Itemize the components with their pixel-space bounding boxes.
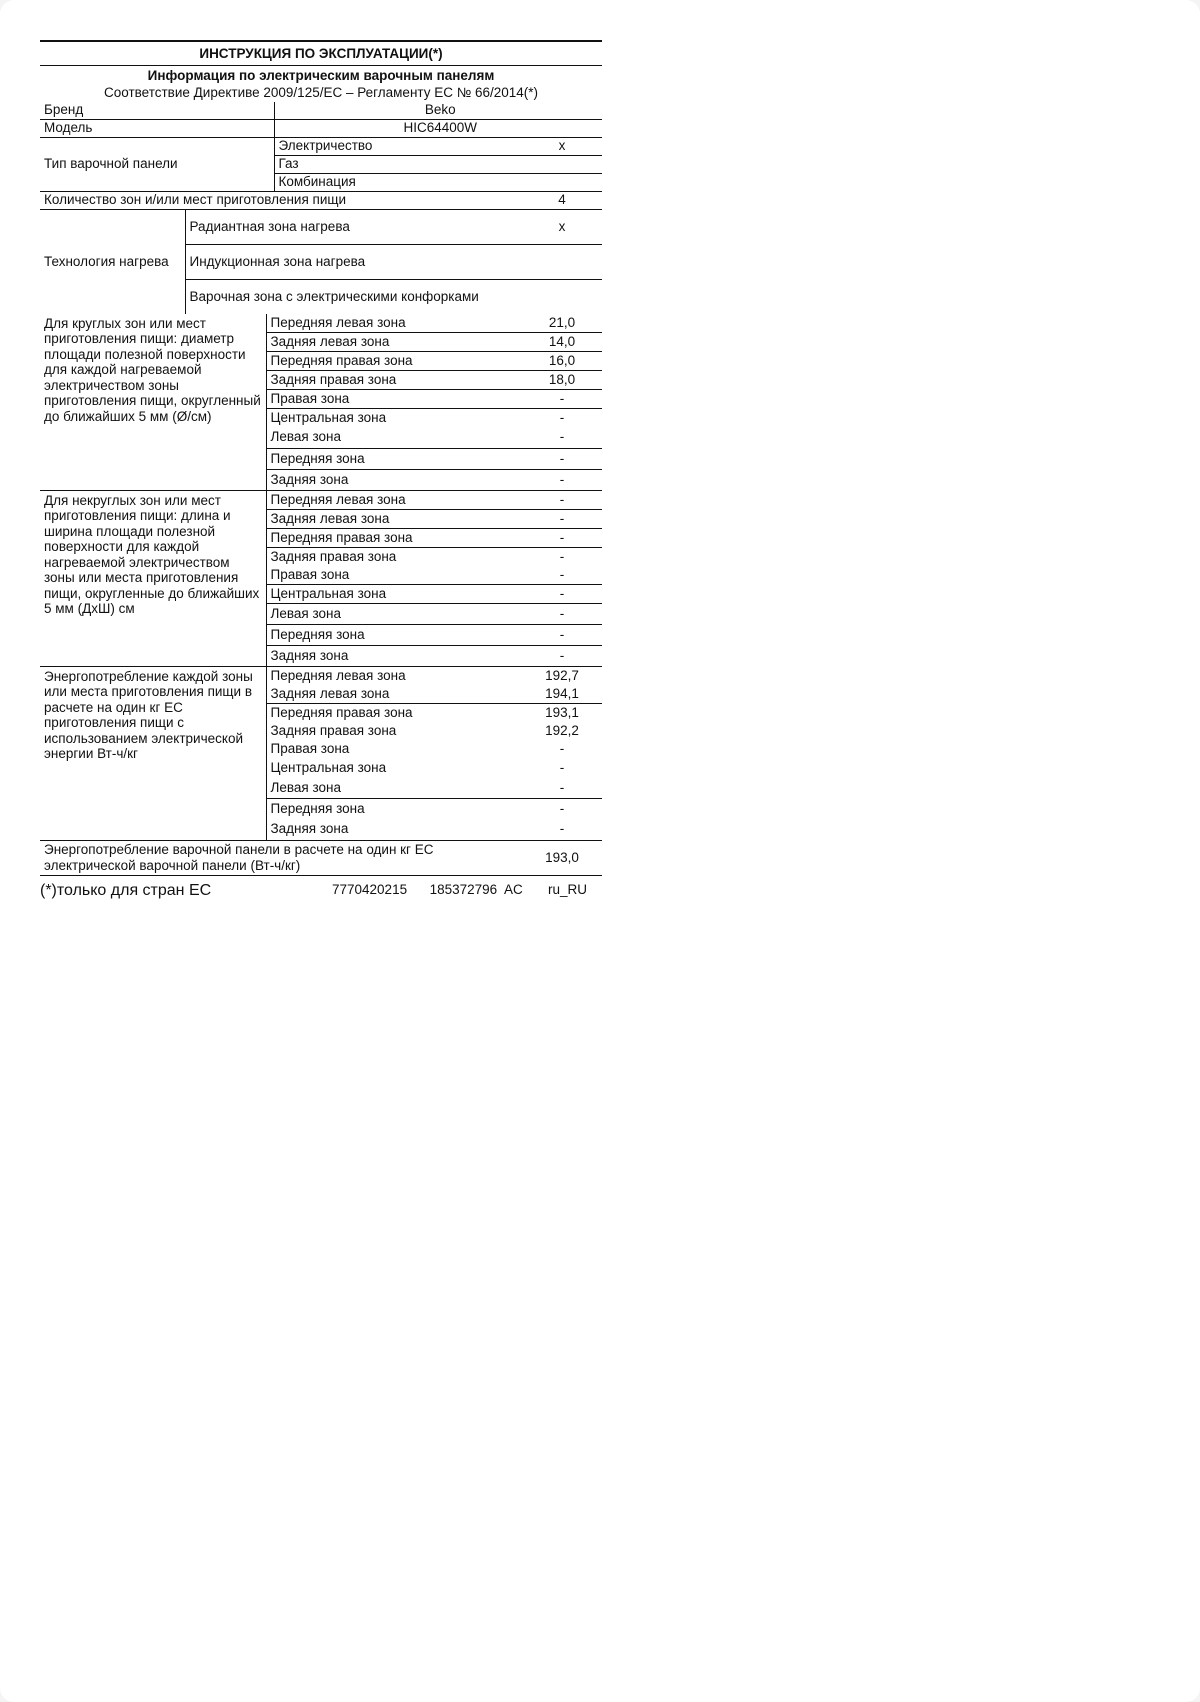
round-zones-label: Для круглых зон или мест приготовления пищи: диаметр площади полезной поверхности для каждой нагреваемой электричеством зоны приготовления пищи, округленный до ближайших 5 мм (Ø/см) [40, 314, 266, 491]
doc-code-3: AC [503, 881, 523, 897]
zone-name: Передняя левая зона [266, 314, 518, 333]
zone-name: Правая зона [266, 566, 518, 585]
energy-zones-label: Энергопотребление каждой зоны или места приготовления пищи в расчете на один кг ЕС приготовления пищи с использованием электрической энергии Вт-ч/кг [40, 667, 266, 841]
heating-mark [518, 244, 602, 279]
zone-name: Передняя правая зона [266, 351, 518, 370]
total-energy-label: Энергопотребление варочной панели в расчете на один кг ЕС электрической варочной панели (Вт-ч/кг) [44, 842, 434, 873]
zone-value: - [518, 491, 602, 510]
zone-name: Левая зона [266, 603, 518, 624]
zone-name: Задняя левая зона [266, 685, 518, 704]
doc-code-1: 7770420215 [332, 881, 408, 897]
zone-value: - [518, 509, 602, 528]
zone-value: - [559, 409, 565, 425]
zone-name: Задняя зона [266, 819, 518, 841]
zone-name: Задняя правая зона [266, 547, 518, 566]
hob-type-label: Тип варочной панели [40, 137, 274, 191]
heating-row [40, 210, 602, 245]
heating-mark: x [518, 210, 602, 245]
model-label: Модель [44, 120, 93, 136]
zone-name: Центральная зона [266, 408, 518, 427]
zone-value: 14,0 [518, 332, 602, 351]
zone-name: Задняя зона [266, 645, 518, 666]
total-energy-row [40, 841, 602, 876]
heating-option: Индукционная зона нагрева [185, 244, 518, 279]
document-codes [332, 882, 523, 898]
zone-value: 193,1 [545, 704, 579, 720]
zone-name: Левая зона [266, 427, 518, 449]
total-energy-value: 193,0 [545, 849, 579, 865]
zone-value: - [518, 528, 602, 547]
zone-value: - [559, 548, 565, 564]
zones-count-label: Количество зон и/или мест приготовления пищи [44, 192, 347, 208]
round-zones-table [40, 314, 602, 491]
zone-value: - [518, 566, 602, 585]
zone-value: - [518, 469, 602, 490]
zone-name: Задняя левая зона [266, 332, 518, 351]
doc-code-2: 185372796 [429, 881, 498, 897]
zone-value: 16,0 [518, 351, 602, 370]
locale-code: ru_RU [548, 881, 588, 897]
zone-value: - [559, 800, 565, 816]
zone-value: 21,0 [518, 314, 602, 333]
brand-row [40, 102, 602, 120]
nonround-zones-label: Для некруглых зон или мест приготовления пищи: длина и ширина площади полезной поверхности для каждой нагреваемой электричеством зоны или места приготовления пищи, округленные до ближайших 5 мм (ДхШ) см [40, 491, 266, 667]
zone-name: Задняя правая зона [266, 722, 518, 740]
zone-name: Центральная зона [266, 584, 518, 603]
doc-title: ИНСТРУКЦИЯ ПО ЭКСПЛУАТАЦИИ(*) [40, 40, 602, 66]
total-energy-table [40, 841, 602, 876]
zone-name: Центральная зона [266, 758, 518, 778]
hob-type-option: Комбинация [274, 173, 518, 191]
zone-value: - [518, 448, 602, 469]
zone-value: - [518, 624, 602, 645]
hob-type-option: Газ [274, 155, 518, 173]
zone-value: - [559, 759, 565, 775]
heating-option: Радиантная зона нагрева [185, 210, 518, 245]
zone-name: Передняя левая зона [266, 491, 518, 510]
heating-option: Варочная зона с электрическими конфорками [185, 279, 518, 314]
zone-value: 192,2 [545, 722, 579, 738]
hob-type-mark: x [518, 137, 602, 155]
zone-value: - [518, 584, 602, 603]
brand-label: Бренд [44, 102, 84, 118]
zone-name: Передняя зона [266, 798, 518, 819]
doc-subtitle: Информация по электрическим варочным панелям [147, 67, 495, 83]
general-table [40, 102, 602, 210]
zone-value: - [518, 389, 602, 408]
zone-value: 18,0 [518, 370, 602, 389]
heating-mark [518, 279, 602, 314]
zone-name: Правая зона [266, 389, 518, 408]
zone-name: Задняя правая зона [266, 370, 518, 389]
model-value: HIC64400W [274, 119, 602, 137]
zone-value: - [518, 427, 602, 449]
hob-type-mark [518, 173, 602, 191]
zone-value: 194,1 [518, 685, 602, 704]
zone-value: - [518, 603, 602, 624]
zone-value: - [518, 645, 602, 666]
zone-value: - [559, 740, 565, 756]
nonround-zones-table [40, 491, 602, 667]
zone-value: - [518, 819, 602, 841]
zone-name: Передняя правая зона [266, 703, 518, 722]
zone-name: Передняя правая зона [266, 528, 518, 547]
zone-name: Передняя зона [266, 624, 518, 645]
energy-zones-table [40, 667, 602, 841]
hob-type-mark [518, 155, 602, 173]
zones-count-row [40, 191, 602, 209]
hob-type-row [40, 137, 602, 155]
heating-label: Технология нагрева [44, 253, 169, 269]
zone-name: Передняя зона [266, 448, 518, 469]
brand-value: Beko [274, 102, 602, 120]
model-row [40, 119, 602, 137]
zone-name: Левая зона [266, 778, 518, 799]
product-fiche [40, 40, 602, 906]
zone-name: Правая зона [266, 740, 518, 758]
zone-name: Передняя левая зона [266, 667, 518, 685]
zones-count-value: 4 [558, 192, 566, 208]
zone-name: Задняя левая зона [266, 509, 518, 528]
zone-name: Задняя зона [266, 469, 518, 490]
footer [40, 882, 602, 906]
eu-only-note: (*)только для стран ЕС [40, 881, 212, 899]
hob-type-option: Электричество [274, 137, 518, 155]
zone-value: 192,7 [545, 667, 579, 683]
zone-value: - [518, 778, 602, 799]
heating-table [40, 210, 602, 314]
compliance-line: Соответствие Директиве 2009/125/EC – Регламенту ЕС № 66/2014(*) [103, 85, 539, 101]
